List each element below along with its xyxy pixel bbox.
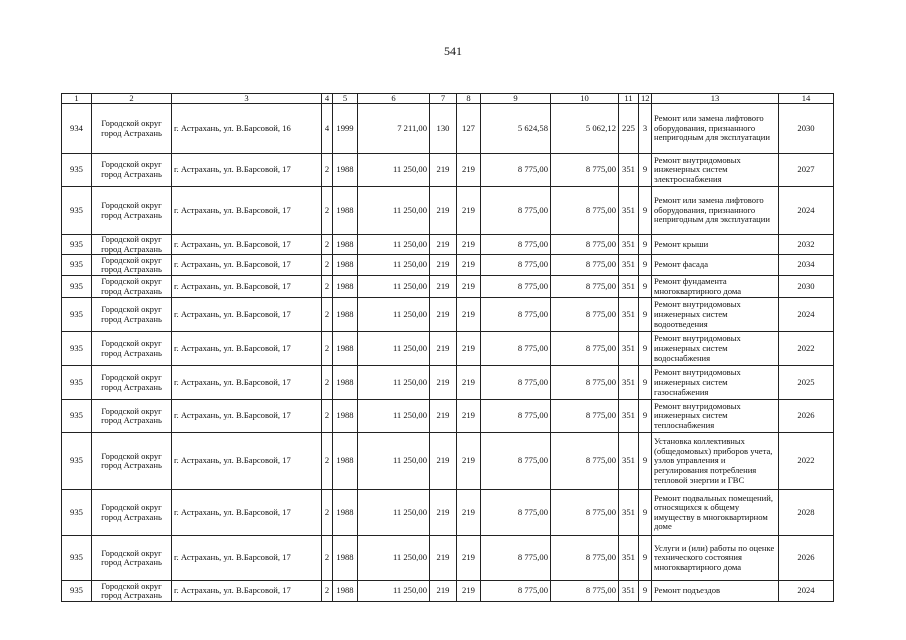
table-row [62,255,834,276]
work-type-cell: Ремонт или замена лифтового оборудования, признанного непригодным для эксплуатации [652,104,779,154]
year-cell: 1988 [333,581,358,602]
address-cell: г. Астрахань, ул. В.Барсовой, 17 [172,235,322,255]
column-10-cell: 8 775,00 [551,490,619,536]
column-9-cell: 8 775,00 [481,433,551,490]
plan-year-cell: 2022 [779,332,834,366]
address-cell: г. Астрахань, ул. В.Барсовой, 17 [172,332,322,366]
plan-year-cell: 2024 [779,581,834,602]
work-type-cell: Услуги и (или) работы по оценке технического состояния многоквартирного дома [652,536,779,581]
work-type-cell: Ремонт внутридомовых инженерных систем теплоснабжения [652,400,779,433]
address-cell: г. Астрахань, ул. В.Барсовой, 17 [172,276,322,298]
column-header-14: 14 [779,94,834,104]
column-11-cell: 351 [619,154,639,187]
year-cell: 1988 [333,255,358,276]
column-7-cell: 219 [430,154,457,187]
column-8-cell: 127 [457,104,481,154]
year-cell: 1988 [333,433,358,490]
municipality-cell: Городской округ город Астрахань [92,536,172,581]
column-9-cell: 8 775,00 [481,154,551,187]
municipality-cell: Городской округ город Астрахань [92,154,172,187]
column-8-cell: 219 [457,235,481,255]
column-10-cell: 8 775,00 [551,235,619,255]
column-12-cell: 9 [639,536,652,581]
column-7-cell: 219 [430,433,457,490]
plan-year-cell: 2026 [779,536,834,581]
column-10-cell: 8 775,00 [551,332,619,366]
address-cell: г. Астрахань, ул. В.Барсовой, 17 [172,490,322,536]
column-header-1: 1 [62,94,92,104]
column-12-cell: 9 [639,154,652,187]
table-row [62,433,834,490]
column-4-cell: 2 [322,536,333,581]
column-header-10: 10 [551,94,619,104]
column-12-cell: 9 [639,187,652,235]
table-row [62,366,834,400]
column-9-cell: 8 775,00 [481,536,551,581]
address-cell: г. Астрахань, ул. В.Барсовой, 17 [172,581,322,602]
work-type-cell: Ремонт крыши [652,235,779,255]
year-cell: 1988 [333,332,358,366]
column-10-cell: 8 775,00 [551,187,619,235]
row-number-cell: 935 [62,276,92,298]
plan-year-cell: 2027 [779,154,834,187]
plan-year-cell: 2024 [779,187,834,235]
address-cell: г. Астрахань, ул. В.Барсовой, 17 [172,154,322,187]
table-row [62,400,834,433]
column-11-cell: 351 [619,581,639,602]
column-header-13: 13 [652,94,779,104]
municipality-cell: Городской округ город Астрахань [92,366,172,400]
table-row [62,154,834,187]
year-cell: 1988 [333,490,358,536]
column-10-cell: 8 775,00 [551,255,619,276]
column-8-cell: 219 [457,366,481,400]
table-row [62,298,834,332]
column-7-cell: 219 [430,581,457,602]
address-cell: г. Астрахань, ул. В.Барсовой, 16 [172,104,322,154]
municipality-cell: Городской округ город Астрахань [92,187,172,235]
column-header-12: 12 [639,94,652,104]
column-12-cell: 9 [639,332,652,366]
column-6-cell: 11 250,00 [358,276,430,298]
year-cell: 1999 [333,104,358,154]
column-11-cell: 351 [619,276,639,298]
plan-year-cell: 2028 [779,490,834,536]
header-row [62,94,834,104]
municipality-cell: Городской округ город Астрахань [92,433,172,490]
address-cell: г. Астрахань, ул. В.Барсовой, 17 [172,433,322,490]
year-cell: 1988 [333,536,358,581]
column-header-11: 11 [619,94,639,104]
column-8-cell: 219 [457,490,481,536]
column-header-9: 9 [481,94,551,104]
work-type-cell: Ремонт внутридомовых инженерных систем электроснабжения [652,154,779,187]
column-header-8: 8 [457,94,481,104]
column-6-cell: 11 250,00 [358,255,430,276]
column-4-cell: 2 [322,581,333,602]
table-row [62,490,834,536]
address-cell: г. Астрахань, ул. В.Барсовой, 17 [172,400,322,433]
column-header-7: 7 [430,94,457,104]
work-type-cell: Ремонт внутридомовых инженерных систем водоснабжения [652,332,779,366]
column-4-cell: 2 [322,276,333,298]
column-12-cell: 9 [639,490,652,536]
plan-year-cell: 2032 [779,235,834,255]
column-header-4: 4 [322,94,333,104]
table-row [62,276,834,298]
work-type-cell: Ремонт или замена лифтового оборудования, признанного непригодным для эксплуатации [652,187,779,235]
column-4-cell: 2 [322,298,333,332]
column-6-cell: 11 250,00 [358,581,430,602]
column-9-cell: 8 775,00 [481,187,551,235]
column-4-cell: 2 [322,400,333,433]
municipality-cell: Городской округ город Астрахань [92,276,172,298]
column-11-cell: 351 [619,298,639,332]
municipality-cell: Городской округ город Астрахань [92,235,172,255]
column-10-cell: 8 775,00 [551,400,619,433]
column-11-cell: 351 [619,433,639,490]
column-10-cell: 8 775,00 [551,536,619,581]
column-11-cell: 351 [619,235,639,255]
column-9-cell: 8 775,00 [481,581,551,602]
column-header-6: 6 [358,94,430,104]
column-header-3: 3 [172,94,322,104]
plan-year-cell: 2026 [779,400,834,433]
column-10-cell: 8 775,00 [551,298,619,332]
column-12-cell: 9 [639,581,652,602]
row-number-cell: 935 [62,235,92,255]
column-9-cell: 8 775,00 [481,490,551,536]
column-6-cell: 11 250,00 [358,400,430,433]
column-4-cell: 2 [322,255,333,276]
column-6-cell: 11 250,00 [358,235,430,255]
plan-year-cell: 2022 [779,433,834,490]
table-row [62,581,834,602]
column-6-cell: 7 211,00 [358,104,430,154]
column-10-cell: 8 775,00 [551,366,619,400]
column-7-cell: 219 [430,255,457,276]
table-row [62,104,834,154]
column-7-cell: 219 [430,366,457,400]
row-number-cell: 935 [62,154,92,187]
column-10-cell: 8 775,00 [551,433,619,490]
column-8-cell: 219 [457,255,481,276]
address-cell: г. Астрахань, ул. В.Барсовой, 17 [172,255,322,276]
table-row [62,235,834,255]
municipality-cell: Городской округ город Астрахань [92,490,172,536]
column-8-cell: 219 [457,276,481,298]
table-body [62,104,834,602]
column-9-cell: 8 775,00 [481,298,551,332]
year-cell: 1988 [333,400,358,433]
column-9-cell: 8 775,00 [481,366,551,400]
column-12-cell: 9 [639,298,652,332]
year-cell: 1988 [333,154,358,187]
work-type-cell: Ремонт внутридомовых инженерных систем водоотведения [652,298,779,332]
column-7-cell: 219 [430,400,457,433]
row-number-cell: 934 [62,104,92,154]
row-number-cell: 935 [62,332,92,366]
column-8-cell: 219 [457,154,481,187]
column-12-cell: 9 [639,235,652,255]
work-type-cell: Ремонт внутридомовых инженерных систем газоснабжения [652,366,779,400]
column-10-cell: 8 775,00 [551,276,619,298]
plan-year-cell: 2025 [779,366,834,400]
column-4-cell: 2 [322,332,333,366]
row-number-cell: 935 [62,255,92,276]
column-6-cell: 11 250,00 [358,433,430,490]
work-type-cell: Ремонт подвальных помещений, относящихся к общему имуществу в многоквартирном доме [652,490,779,536]
address-cell: г. Астрахань, ул. В.Барсовой, 17 [172,298,322,332]
column-12-cell: 9 [639,433,652,490]
column-9-cell: 8 775,00 [481,276,551,298]
row-number-cell: 935 [62,490,92,536]
work-type-cell: Установка коллективных (общедомовых) приборов учета, узлов управления и регулирования потребления тепловой энергии и ГВС [652,433,779,490]
table-row [62,332,834,366]
column-8-cell: 219 [457,400,481,433]
column-7-cell: 130 [430,104,457,154]
row-number-cell: 935 [62,433,92,490]
municipality-cell: Городской округ город Астрахань [92,298,172,332]
column-12-cell: 9 [639,255,652,276]
column-7-cell: 219 [430,276,457,298]
page-number: 541 [444,44,462,58]
column-12-cell: 9 [639,276,652,298]
column-9-cell: 5 624,58 [481,104,551,154]
municipality-cell: Городской округ город Астрахань [92,400,172,433]
column-6-cell: 11 250,00 [358,536,430,581]
column-10-cell: 8 775,00 [551,154,619,187]
column-10-cell: 5 062,12 [551,104,619,154]
column-8-cell: 219 [457,332,481,366]
column-8-cell: 219 [457,187,481,235]
column-11-cell: 225 [619,104,639,154]
column-12-cell: 3 [639,104,652,154]
year-cell: 1988 [333,235,358,255]
column-header-5: 5 [333,94,358,104]
year-cell: 1988 [333,366,358,400]
column-7-cell: 219 [430,332,457,366]
column-6-cell: 11 250,00 [358,187,430,235]
column-11-cell: 351 [619,366,639,400]
column-6-cell: 11 250,00 [358,154,430,187]
column-11-cell: 351 [619,332,639,366]
column-9-cell: 8 775,00 [481,400,551,433]
table-row [62,187,834,235]
column-9-cell: 8 775,00 [481,255,551,276]
work-type-cell: Ремонт фундамента многоквартирного дома [652,276,779,298]
column-4-cell: 2 [322,433,333,490]
municipality-cell: Городской округ город Астрахань [92,255,172,276]
address-cell: г. Астрахань, ул. В.Барсовой, 17 [172,536,322,581]
column-8-cell: 219 [457,298,481,332]
column-6-cell: 11 250,00 [358,298,430,332]
municipality-cell: Городской округ город Астрахань [92,104,172,154]
address-cell: г. Астрахань, ул. В.Барсовой, 17 [172,187,322,235]
column-9-cell: 8 775,00 [481,235,551,255]
column-11-cell: 351 [619,400,639,433]
column-11-cell: 351 [619,536,639,581]
row-number-cell: 935 [62,581,92,602]
plan-year-cell: 2030 [779,276,834,298]
capital-repair-table [61,93,834,602]
row-number-cell: 935 [62,536,92,581]
row-number-cell: 935 [62,366,92,400]
table-row [62,536,834,581]
column-6-cell: 11 250,00 [358,366,430,400]
plan-year-cell: 2024 [779,298,834,332]
column-7-cell: 219 [430,298,457,332]
year-cell: 1988 [333,187,358,235]
row-number-cell: 935 [62,400,92,433]
column-6-cell: 11 250,00 [358,332,430,366]
plan-year-cell: 2030 [779,104,834,154]
column-7-cell: 219 [430,536,457,581]
column-7-cell: 219 [430,235,457,255]
plan-year-cell: 2034 [779,255,834,276]
column-11-cell: 351 [619,490,639,536]
column-11-cell: 351 [619,255,639,276]
column-9-cell: 8 775,00 [481,332,551,366]
year-cell: 1988 [333,276,358,298]
municipality-cell: Городской округ город Астрахань [92,581,172,602]
column-8-cell: 219 [457,581,481,602]
column-4-cell: 2 [322,187,333,235]
column-8-cell: 219 [457,433,481,490]
row-number-cell: 935 [62,298,92,332]
column-4-cell: 4 [322,104,333,154]
column-8-cell: 219 [457,536,481,581]
column-4-cell: 2 [322,154,333,187]
column-10-cell: 8 775,00 [551,581,619,602]
municipality-cell: Городской округ город Астрахань [92,332,172,366]
column-12-cell: 9 [639,366,652,400]
column-4-cell: 2 [322,490,333,536]
column-6-cell: 11 250,00 [358,490,430,536]
column-12-cell: 9 [639,400,652,433]
address-cell: г. Астрахань, ул. В.Барсовой, 17 [172,366,322,400]
year-cell: 1988 [333,298,358,332]
column-4-cell: 2 [322,366,333,400]
row-number-cell: 935 [62,187,92,235]
work-type-cell: Ремонт фасада [652,255,779,276]
column-7-cell: 219 [430,187,457,235]
work-type-cell: Ремонт подъездов [652,581,779,602]
column-7-cell: 219 [430,490,457,536]
column-4-cell: 2 [322,235,333,255]
column-header-2: 2 [92,94,172,104]
column-11-cell: 351 [619,187,639,235]
